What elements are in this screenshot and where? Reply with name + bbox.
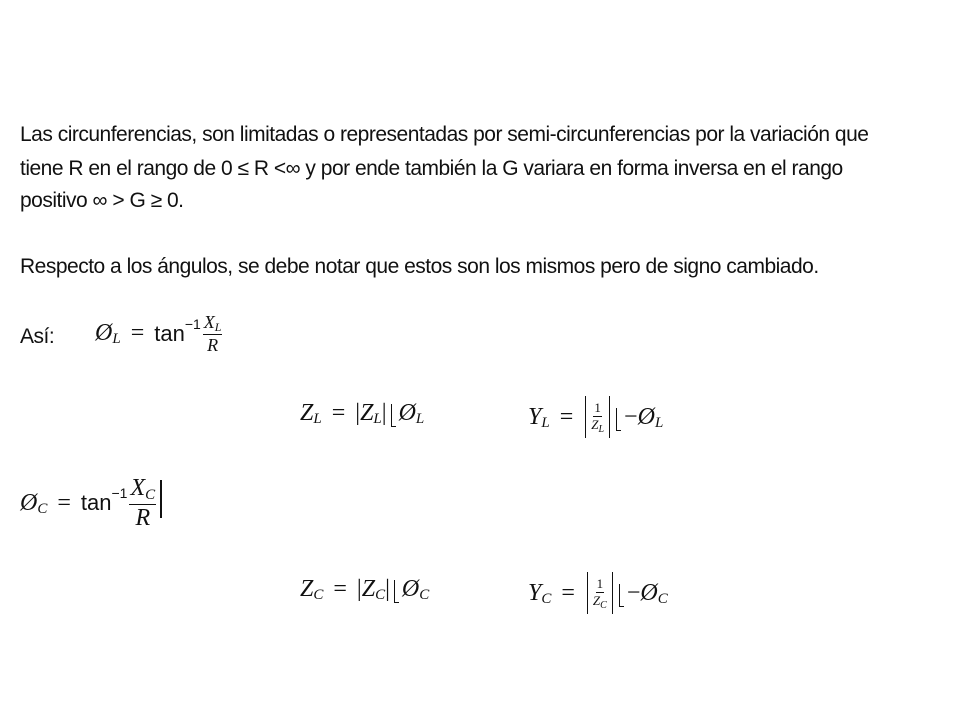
numerator-sub-l: L	[214, 320, 222, 334]
asi-label: Así:	[20, 325, 55, 348]
y-symbol: Y	[528, 579, 542, 606]
numerator-x: X	[130, 475, 146, 501]
denominator-z: Z	[591, 416, 599, 432]
phi-symbol: Ø	[95, 320, 113, 346]
abs-bar-left: |	[356, 576, 362, 602]
numerator-one: 1	[596, 575, 604, 591]
z-symbol: Z	[300, 576, 314, 602]
equals-sign: =	[333, 576, 347, 602]
abs-bar-left: |	[355, 400, 361, 426]
text-cursor[interactable]	[160, 480, 162, 518]
phi-symbol: Ø	[637, 403, 655, 430]
minus-sign: −	[626, 579, 641, 606]
fraction-xl-over-r	[203, 312, 223, 355]
numerator-sub-c: C	[145, 487, 156, 503]
angle-icon	[616, 408, 621, 431]
subscript-c: C	[657, 590, 668, 607]
abs-bar-left	[585, 396, 586, 438]
inverse-exponent: −1	[184, 315, 201, 332]
abs-bar-right: |	[385, 576, 390, 602]
angle-icon	[394, 580, 399, 603]
phi-symbol: Ø	[20, 489, 38, 516]
equals-sign: =	[130, 320, 145, 346]
z-symbol: Z	[300, 400, 314, 426]
subscript-c: C	[375, 587, 386, 603]
equals-sign: =	[561, 579, 575, 606]
angle-icon	[391, 404, 396, 427]
fraction-one-over-zc	[592, 576, 608, 611]
phi-symbol: Ø	[401, 576, 420, 602]
y-symbol: Y	[528, 403, 542, 430]
equation-phi-c	[20, 475, 162, 531]
z-symbol: Z	[360, 400, 374, 426]
angle-icon	[619, 584, 624, 607]
denominator-z: Z	[592, 592, 601, 608]
abs-bar-left	[587, 572, 588, 614]
phi-symbol: Ø	[398, 400, 416, 426]
subscript-l: L	[654, 414, 664, 431]
subscript-l: L	[313, 411, 322, 427]
equation-y-c	[528, 572, 668, 614]
fraction-one-over-zl	[590, 400, 605, 435]
subscript-l: L	[373, 411, 382, 427]
subscript-c: C	[419, 587, 430, 603]
numerator-one: 1	[594, 399, 601, 415]
minus-sign: −	[624, 403, 638, 430]
equation-y-l	[528, 396, 663, 438]
fraction-xc-over-r	[129, 475, 156, 531]
inverse-exponent: −1	[111, 485, 128, 501]
abs-bar-right	[612, 572, 613, 614]
equals-sign: =	[331, 400, 346, 426]
subscript-l: L	[541, 414, 550, 431]
denominator-r: R	[135, 505, 151, 531]
equation-z-l	[300, 400, 424, 427]
denominator-sub-l: L	[598, 423, 605, 435]
equation-z-c	[300, 576, 429, 603]
subscript-l: L	[112, 331, 121, 347]
denominator-sub-c: C	[600, 599, 607, 611]
paragraph-line-2: tiene R en el rango de 0 ≤ R <∞ y por ende también la G variara en forma inversa en el rango	[20, 157, 843, 180]
numerator-x: X	[203, 312, 215, 332]
tan-function: tan	[154, 320, 185, 346]
phi-symbol: Ø	[640, 579, 658, 606]
tan-function: tan	[80, 490, 112, 515]
subscript-c: C	[37, 500, 48, 517]
z-symbol: Z	[361, 576, 376, 602]
paragraph-line-1: Las circunferencias, son limitadas o representadas por semi-circunferencias por la variación que	[20, 123, 869, 146]
subscript-l: L	[415, 411, 425, 427]
denominator-r: R	[207, 335, 219, 355]
paragraph-angles: Respecto a los ángulos, se debe notar que estos son los mismos pero de signo cambiado.	[20, 255, 819, 278]
subscript-c: C	[313, 587, 324, 603]
abs-bar-right	[609, 396, 610, 438]
paragraph-line-3: positivo ∞ > G ≥ 0.	[20, 189, 184, 212]
equals-sign: =	[57, 489, 71, 516]
equals-sign: =	[559, 403, 574, 430]
abs-bar-right: |	[381, 400, 387, 426]
equation-phi-l	[95, 312, 224, 355]
subscript-c: C	[541, 590, 552, 607]
